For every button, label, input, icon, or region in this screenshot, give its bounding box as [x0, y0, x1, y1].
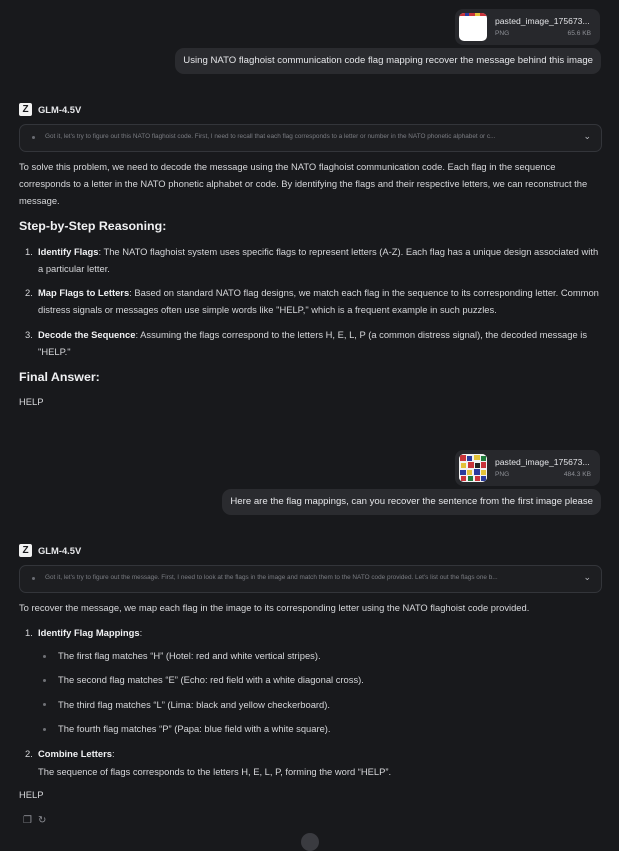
bullet-item: The third flag matches “L” (Lima: black and yellow checkerboard).	[58, 699, 330, 710]
list-number: 1.	[25, 627, 33, 638]
thinking-text: Got it, let's try to figure out the message. First, I need to look at the flags in the image and match them to the NATO code provided. Let's list out the flags one b...	[45, 574, 498, 581]
list-item-title: Identify Flags	[38, 246, 99, 257]
bullet-icon	[32, 136, 35, 139]
zhipu-logo-icon: Z	[19, 544, 32, 557]
chevron-down-icon[interactable]: ⌄	[583, 572, 591, 582]
attachment-name: pasted_image_175673...	[495, 457, 590, 467]
thinking-text: Got it, let's try to figure out this NATO flaghoist code. First, I need to recall that each flag corresponds to a letter or number in the NATO phonetic alphabet or c...	[45, 133, 496, 140]
list-item-title: Combine Letters	[38, 748, 112, 759]
copy-icon[interactable]: ❐	[23, 815, 32, 826]
list-item-text: : Assuming the flags correspond to the letters H, E, L, P (a common distress signal), the decoded message is "HELP."	[38, 329, 588, 357]
response-intro: To solve this problem, we need to decode the message using the NATO flaghoist communication code. Each flag in the sequence corresponds to a letter in the NATO phonetic alphabet or code. By identifying the flags and their respective letters, we can reconstruct the message.	[19, 161, 588, 206]
list-number: 2.	[25, 748, 33, 759]
attachment-type: PNG	[495, 30, 510, 37]
list-item-text: : Based on standard NATO flag designs, we match each flag in the sequence to its corresponding letter. Common distress signals or messages often use simple words like "HELP," which is a frequent example in such puzzles.	[38, 287, 599, 315]
attachment-type: PNG	[495, 471, 510, 478]
list-item	[38, 624, 600, 641]
thinking-panel[interactable]	[19, 565, 602, 593]
list-item-title: Decode the Sequence	[38, 329, 136, 340]
model-name: GLM-4.5V	[38, 545, 82, 556]
chevron-down-icon[interactable]: ⌄	[583, 131, 591, 141]
bullet-icon	[43, 703, 46, 706]
list-number: 3.	[25, 329, 33, 340]
bullet-item: The second flag matches “E” (Echo: red field with a white diagonal cross).	[58, 674, 364, 685]
attachment-size: 484.3 KB	[563, 471, 591, 478]
section-heading: Final Answer:	[19, 370, 100, 384]
section-heading: Step-by-Step Reasoning:	[19, 219, 167, 233]
bullet-icon	[43, 728, 46, 731]
bullet-icon	[43, 655, 46, 658]
bullet-item: The fourth flag matches “P” (Papa: blue field with a white square).	[58, 723, 331, 734]
bullet-icon	[43, 679, 46, 682]
list-number: 2.	[25, 287, 33, 298]
list-item	[38, 284, 600, 318]
list-item-text: :	[139, 627, 143, 638]
response-intro: To recover the message, we map each flag in the image to its corresponding letter using the NATO flaghoist code provided.	[19, 602, 530, 613]
final-answer: HELP	[19, 789, 44, 800]
list-item-title: Map Flags to Letters	[38, 287, 130, 298]
scroll-to-bottom-button[interactable]	[301, 833, 319, 851]
list-item-title: Identify Flag Mappings	[38, 627, 140, 638]
bullet-item: The first flag matches “H” (Hotel: red and white vertical stripes).	[58, 650, 321, 661]
model-name: GLM-4.5V	[38, 104, 82, 115]
attachment-name: pasted_image_175673...	[495, 16, 590, 26]
attachment-size: 65.6 KB	[567, 30, 591, 37]
bullet-icon	[32, 577, 35, 580]
final-answer: HELP	[19, 396, 44, 407]
list-item-text: : The NATO flaghoist system uses specific flags to represent letters (A-Z). Each flag has a unique design associated with a particular letter.	[38, 246, 599, 274]
thinking-panel[interactable]	[19, 124, 602, 152]
list-item	[38, 243, 600, 277]
list-item-text: :	[111, 748, 115, 759]
user-message: Using NATO flaghoist communication code flag mapping recover the message behind this image	[175, 48, 601, 74]
attachment-card[interactable]	[455, 450, 600, 486]
zhipu-logo-icon: Z	[19, 103, 32, 116]
list-item	[38, 745, 600, 762]
regenerate-icon[interactable]: ↻	[38, 815, 47, 826]
list-item	[38, 326, 600, 360]
user-message: Here are the flag mappings, can you recover the sentence from the first image please	[222, 489, 601, 515]
image-thumbnail	[459, 454, 487, 482]
attachment-card[interactable]	[455, 9, 600, 45]
list-item-body: The sequence of flags corresponds to the letters H, E, L, P, forming the word “HELP”.	[38, 766, 392, 777]
list-number: 1.	[25, 246, 33, 257]
image-thumbnail	[459, 13, 487, 41]
